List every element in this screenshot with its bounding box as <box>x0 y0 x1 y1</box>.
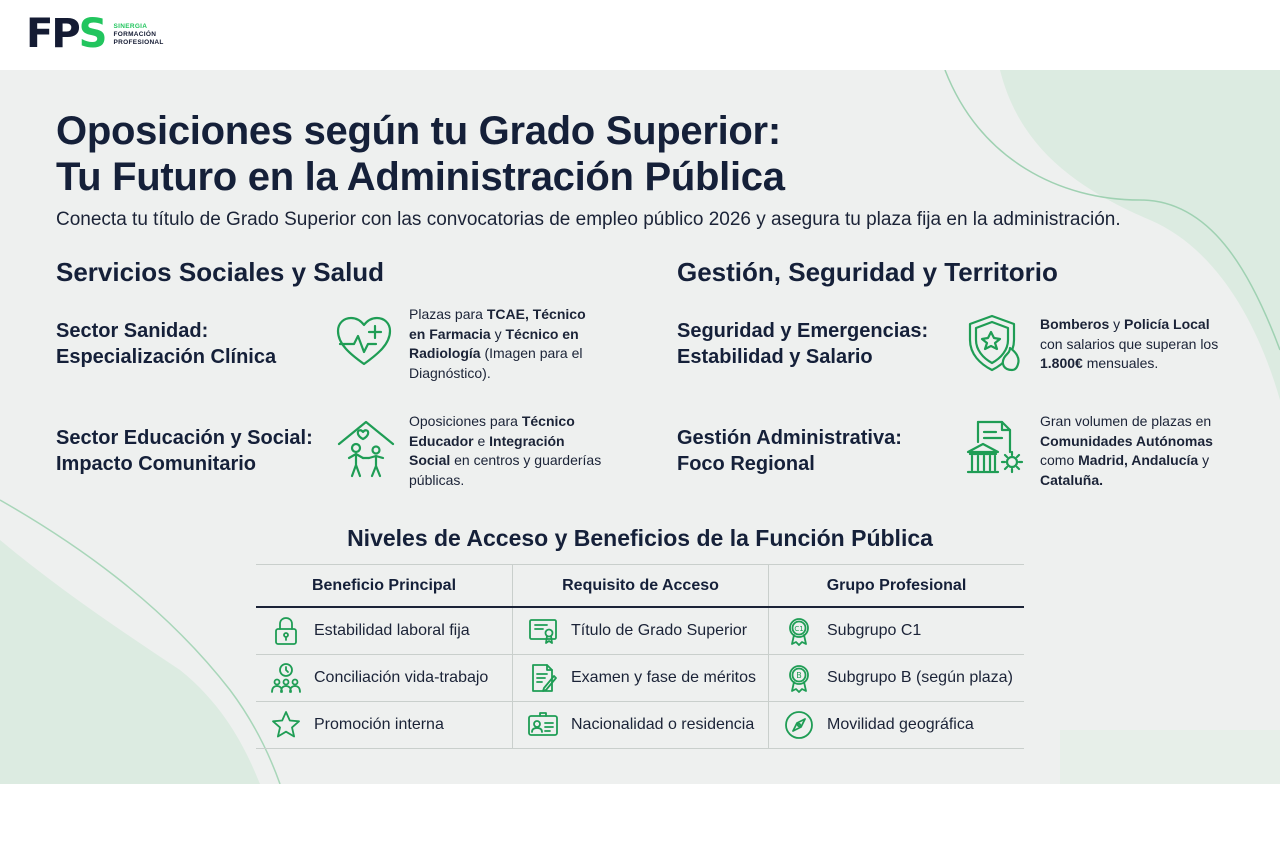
shield-fire-icon <box>964 312 1024 372</box>
table-cell: C1 Subgrupo C1 <box>768 608 1024 654</box>
table-cell: Examen y fase de méritos <box>512 655 768 701</box>
heart-medical-icon <box>334 312 394 372</box>
exam-sheet-icon <box>527 662 559 694</box>
id-card-icon <box>527 709 559 741</box>
table-row <box>256 702 1024 749</box>
item-desc-gestion: Gran volumen de plazas en Comunidades Autónomas como Madrid, Andalucía y Cataluña. <box>1040 413 1213 488</box>
col-header-benefit: Beneficio Principal <box>311 576 457 594</box>
logo-line-3: PROFESIONAL <box>113 39 164 46</box>
table-cell: B Subgrupo B (según plaza) <box>768 655 1024 701</box>
table-row <box>256 608 1024 655</box>
certificate-icon <box>527 615 559 647</box>
item-desc-sanidad: Plazas para TCAE, Técnico en Farmacia y Técnico en Radiología (Imagen para el Diagnóstico). <box>409 306 586 381</box>
svg-text:B: B <box>796 671 802 680</box>
fps-logo[interactable] <box>26 11 164 57</box>
compass-icon <box>783 709 815 741</box>
table-title: Niveles de Acceso y Beneficios de la Función Pública <box>347 525 933 551</box>
item-desc-seguridad: Bomberos y Policía Local con salarios que superan los 1.800€ mensuales. <box>1040 316 1219 371</box>
logo-line-2: FORMACIÓN <box>113 31 157 38</box>
table-cell: Estabilidad laboral fija <box>256 608 512 654</box>
community-house-icon <box>336 418 396 478</box>
title-line-2: Tu Futuro en la Administración Pública <box>56 155 785 199</box>
col-header-requirement: Requisito de Acceso <box>512 565 768 606</box>
clock-people-icon <box>270 662 302 694</box>
badge-b-icon <box>783 662 815 694</box>
page-title <box>56 108 785 200</box>
section-heading-management-security: Gestión, Seguridad y Territorio <box>677 257 1058 287</box>
site-header <box>0 0 1280 70</box>
star-icon <box>270 709 302 741</box>
table-cell: Movilidad geográfica <box>768 702 1024 748</box>
section-heading-social-health: Servicios Sociales y Salud <box>56 257 385 287</box>
padlock-icon <box>270 615 302 647</box>
logo-line-1: SINERGIA <box>113 23 148 30</box>
svg-text:C1: C1 <box>794 625 804 633</box>
table-cell: Nacionalidad o residencia <box>512 702 768 748</box>
page-subtitle: Conecta tu título de Grado Superior con las convocatorias de empleo público 2026 y asegura tu plaza fija en la administración. <box>56 209 1121 230</box>
logo-tagline <box>113 23 163 47</box>
badge-c1-icon <box>783 615 815 647</box>
item-title-educacion: Sector Educación y Social: Impacto Comunitario <box>56 427 313 475</box>
logo-mark: FPS <box>26 11 106 57</box>
document-building-icon <box>964 418 1024 478</box>
item-title-sanidad: Sector Sanidad: Especialización Clínica <box>56 320 277 368</box>
title-line-1: Oposiciones según tu Grado Superior: <box>56 109 781 153</box>
col-header-group: Grupo Profesional <box>768 565 1024 606</box>
table-cell: Título de Grado Superior <box>512 608 768 654</box>
table-cell: Promoción interna <box>256 702 512 748</box>
benefits-table <box>256 564 1024 749</box>
item-title-seguridad: Seguridad y Emergencias: Estabilidad y Salario <box>677 320 929 368</box>
table-row <box>256 655 1024 702</box>
item-desc-educacion: Oposiciones para Técnico Educador e Integración Social en centros y guarderías públicas. <box>409 413 602 488</box>
table-cell: Conciliación vida-trabajo <box>256 655 512 701</box>
table-header <box>256 564 1024 608</box>
item-title-gestion: Gestión Administrativa: Foco Regional <box>677 427 902 475</box>
